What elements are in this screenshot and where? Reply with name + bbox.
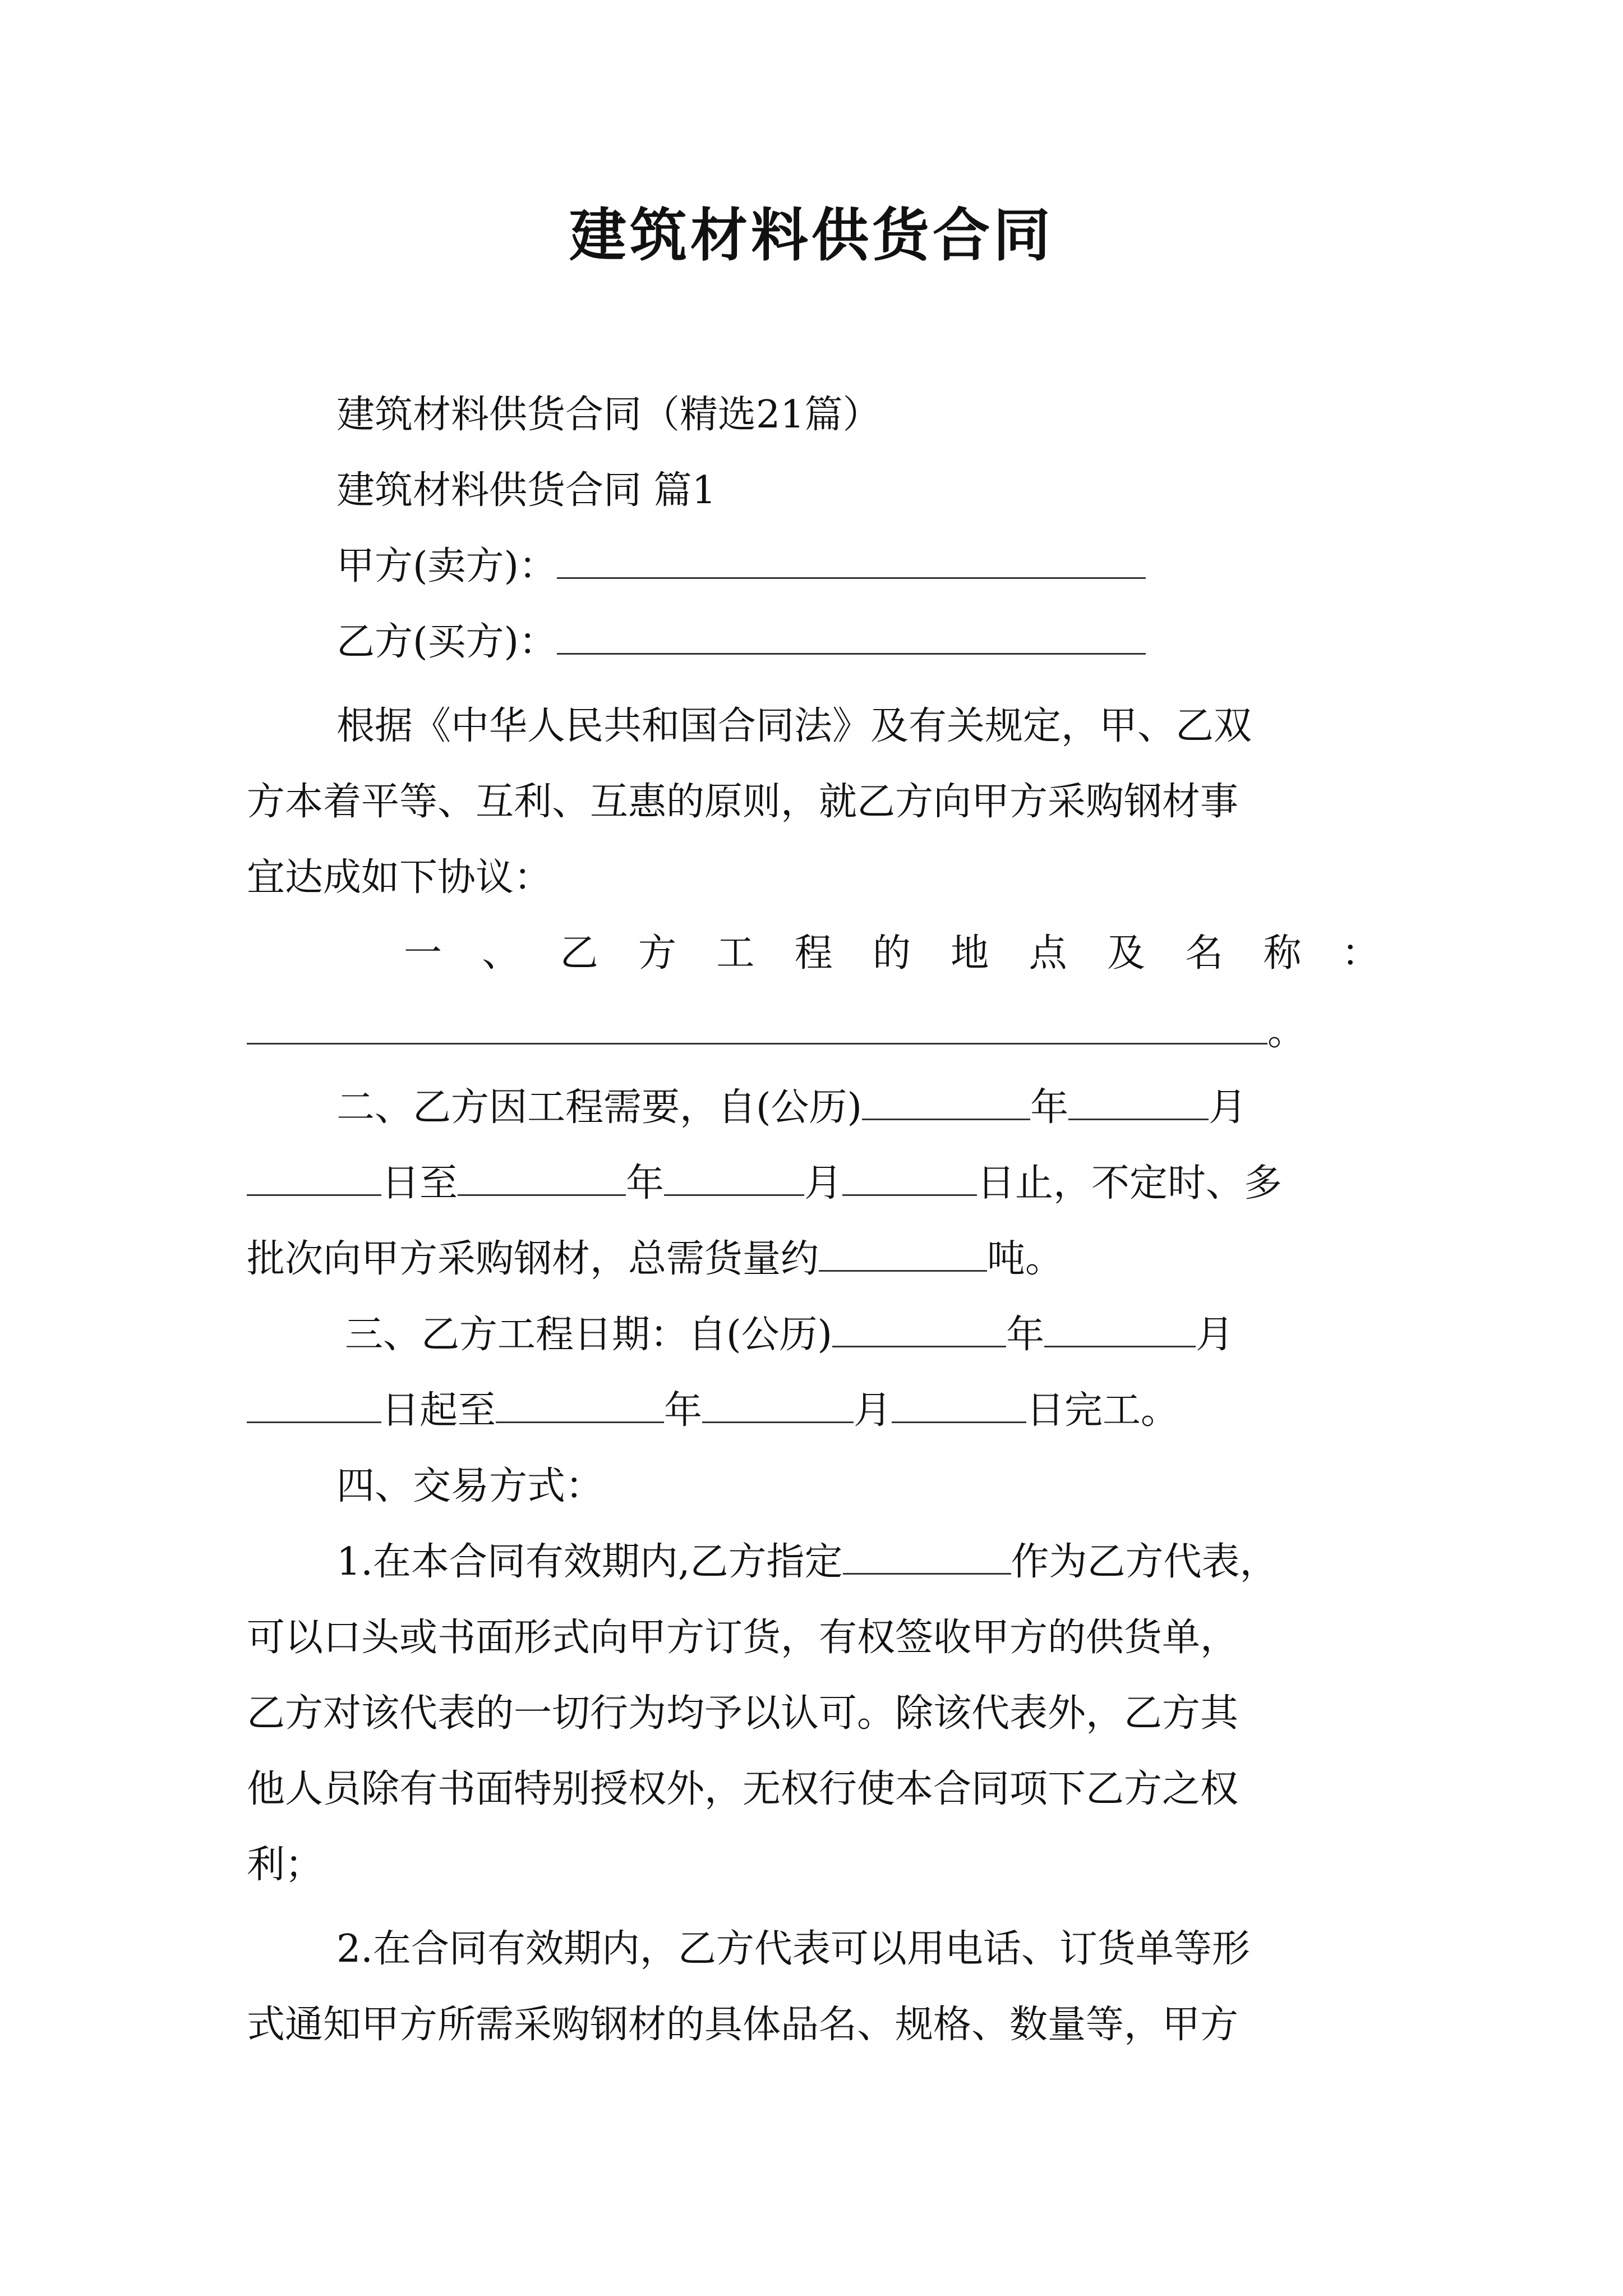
clause-2-line-1 bbox=[336, 1080, 1247, 1136]
blank bbox=[862, 1084, 1030, 1120]
part-heading: 建筑材料供货合同 篇1 bbox=[336, 468, 716, 513]
document-title: 建筑材料供货合同 bbox=[569, 202, 1054, 269]
party-a-label: 甲方(卖方)： bbox=[336, 544, 557, 588]
clause-1-blank-line bbox=[247, 1004, 1306, 1060]
clause-1-char: 点 bbox=[1029, 931, 1067, 976]
month-label: 月 bbox=[1196, 1313, 1234, 1357]
party-b-blank bbox=[557, 618, 1146, 655]
item-1-line-5: 利； bbox=[247, 1843, 324, 1887]
clause-1-char: 程 bbox=[794, 931, 833, 976]
month-label: 月 bbox=[854, 1388, 892, 1433]
item-2-line-2: 式通知甲方所需采购钢材的具体品名、规格、数量等，甲方 bbox=[247, 2003, 1239, 2047]
clause-4-heading: 四、交易方式： bbox=[336, 1464, 604, 1508]
year-label: 年 bbox=[664, 1388, 703, 1433]
clause-1-end: 。 bbox=[1267, 1010, 1306, 1054]
item-1-text: 作为乙方代表， bbox=[1011, 1540, 1278, 1584]
blank bbox=[702, 1387, 854, 1423]
clause-3-text: 三、乙方工程日期：自(公历) bbox=[345, 1313, 833, 1357]
clause-1-blank bbox=[247, 1008, 1267, 1045]
clause-1-char: ： bbox=[1341, 931, 1380, 976]
blank bbox=[832, 1311, 1006, 1347]
clause-1-char: 乙 bbox=[560, 931, 598, 976]
party-b-label: 乙方(买方)： bbox=[336, 620, 557, 664]
representative-blank bbox=[843, 1538, 1011, 1575]
item-1-line-1 bbox=[336, 1534, 1278, 1590]
clause-1-char: 地 bbox=[951, 931, 989, 976]
ton-label: 吨。 bbox=[987, 1237, 1064, 1281]
year-label: 年 bbox=[626, 1161, 665, 1205]
clause-2-text: 二、乙方因工程需要，自(公历) bbox=[336, 1085, 863, 1130]
clause-1-char: 、 bbox=[482, 931, 520, 976]
blank bbox=[892, 1387, 1026, 1423]
day-from-label: 日起至 bbox=[381, 1388, 496, 1433]
party-a-blank bbox=[557, 542, 1146, 579]
clause-1-heading bbox=[404, 926, 1380, 982]
item-1-text: 1.在本合同有效期内,乙方指定 bbox=[336, 1540, 843, 1584]
blank bbox=[664, 1159, 804, 1196]
item-1-line-4: 他人员除有书面特别授权外，无权行使本合同项下乙方之权 bbox=[247, 1767, 1239, 1811]
clause-2-line-3 bbox=[247, 1231, 1063, 1287]
blank bbox=[819, 1235, 987, 1272]
blank bbox=[1068, 1084, 1209, 1120]
blank bbox=[1044, 1311, 1196, 1347]
clause-1-char: 称 bbox=[1263, 931, 1302, 976]
clause-1-char: 及 bbox=[1106, 931, 1145, 976]
clause-1-char: 工 bbox=[716, 931, 755, 976]
intro-line-1: 根据《中华人民共和国合同法》及有关规定，甲、乙双 bbox=[336, 704, 1252, 748]
clause-1-char: 名 bbox=[1185, 931, 1224, 976]
blank bbox=[247, 1387, 381, 1423]
item-1-line-2: 可以口头或书面形式向甲方订货，有权签收甲方的供货单， bbox=[247, 1616, 1239, 1660]
blank bbox=[842, 1159, 977, 1196]
clause-1-char: 一 bbox=[404, 931, 442, 976]
item-2-line-1: 2.在合同有效期内，乙方代表可以用电话、订货单等形 bbox=[336, 1927, 1250, 1971]
party-b-line bbox=[336, 614, 1146, 670]
intro-line-2: 方本着平等、互利、互惠的原则，就乙方向甲方采购钢材事 bbox=[247, 780, 1239, 824]
day-to-label: 日至 bbox=[381, 1161, 458, 1205]
party-a-line bbox=[336, 539, 1146, 595]
subtitle: 建筑材料供货合同（精选21篇） bbox=[336, 393, 881, 437]
clause-3-line-2 bbox=[247, 1383, 1179, 1439]
blank bbox=[496, 1387, 664, 1423]
clause-2-text: 批次向甲方采购钢材，总需货量约 bbox=[247, 1237, 819, 1281]
clause-2-line-2 bbox=[247, 1156, 1282, 1212]
year-label: 年 bbox=[1006, 1313, 1045, 1357]
blank bbox=[247, 1159, 381, 1196]
month-label: 月 bbox=[1209, 1085, 1247, 1130]
clause-3-line-1 bbox=[345, 1307, 1234, 1363]
clause-1-char: 方 bbox=[638, 931, 676, 976]
blank bbox=[458, 1159, 626, 1196]
year-label: 年 bbox=[1030, 1085, 1069, 1130]
day-end-label: 日完工。 bbox=[1026, 1388, 1179, 1433]
month-label: 月 bbox=[804, 1161, 843, 1205]
item-1-line-3: 乙方对该代表的一切行为均予以认可。除该代表外，乙方其 bbox=[247, 1691, 1239, 1736]
clause-1-char: 的 bbox=[872, 931, 911, 976]
intro-line-3: 宜达成如下协议： bbox=[247, 855, 552, 900]
day-end-label: 日止，不定时、多 bbox=[977, 1161, 1283, 1205]
